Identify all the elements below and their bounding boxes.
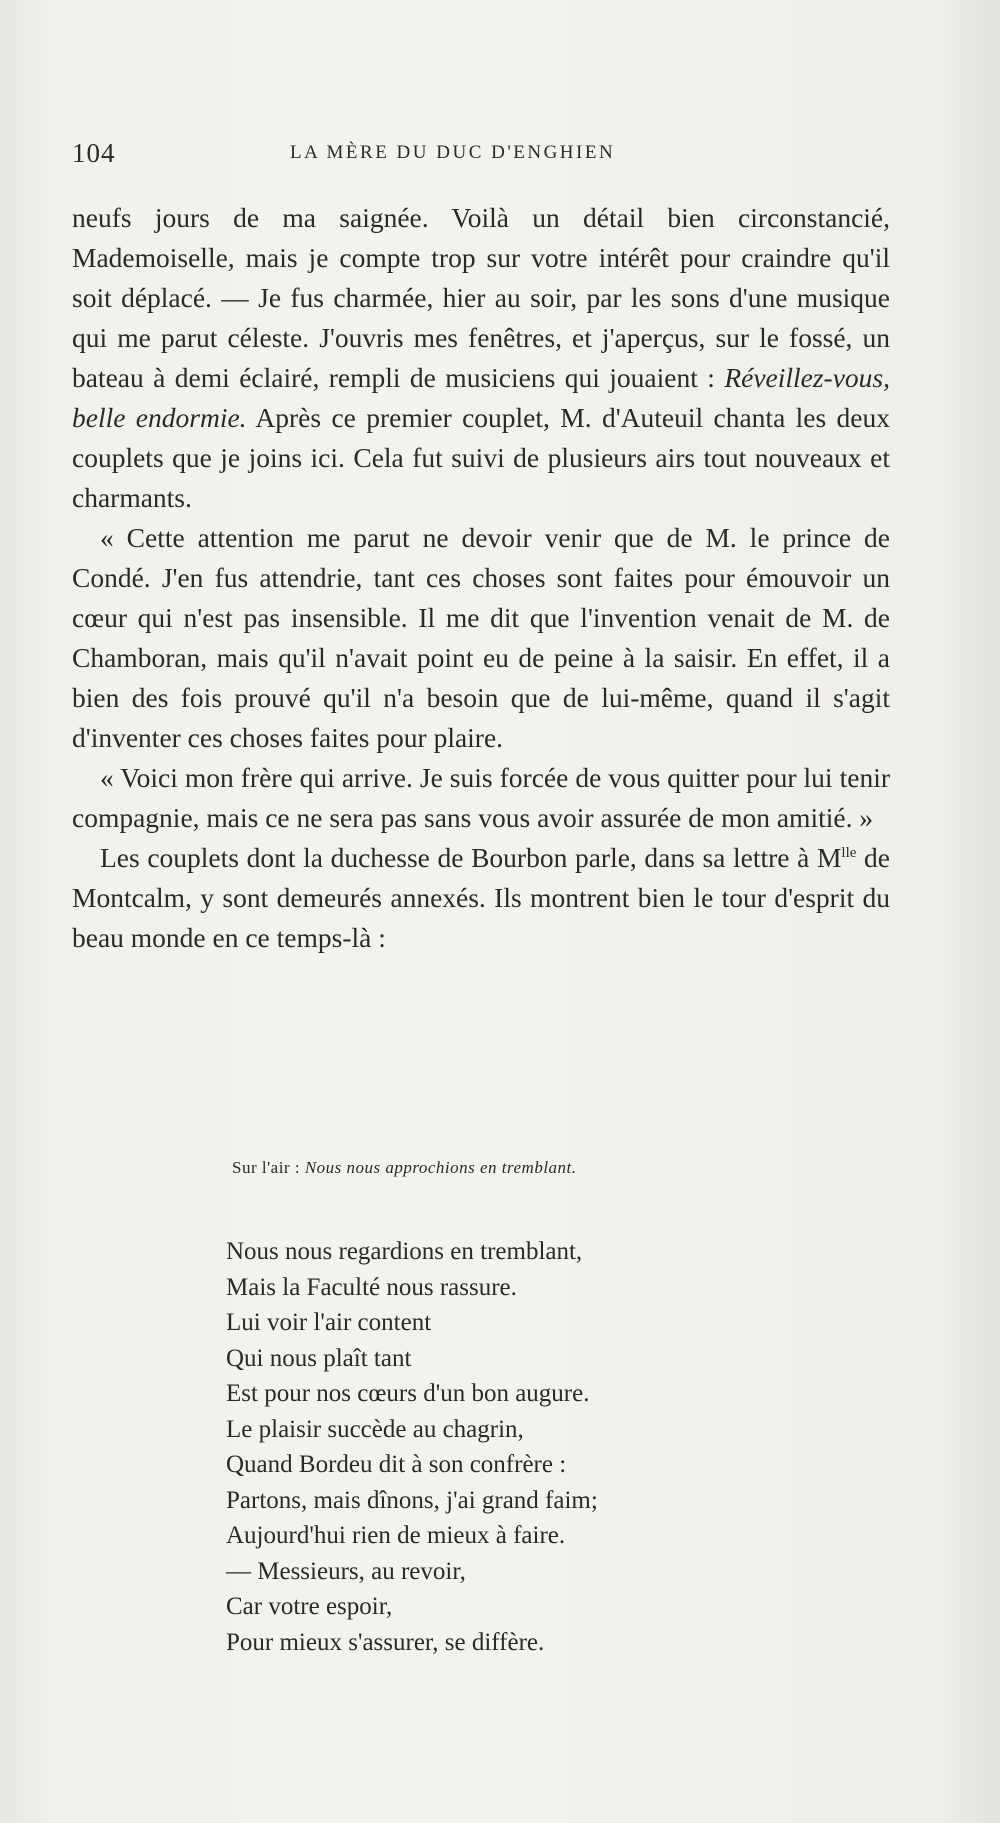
paragraph-2: « Cette attention me parut ne devoir venir que de M. le prince de Condé. J'en fus attendrie, tant ces choses sont faites pour émouvoir un cœur qui n'est pas insensible. Il me dit que l'invention venait de M. de Chamboran, mais qu'il n'avait point eu de peine à la saisir. En effet, il a bien des fois prouvé qu'il n'a besoin que de lui-même, quand il s'agit d'inventer ces choses faites pour plaire. [72, 522, 890, 753]
verse-line: Nous nous regardions en tremblant, [226, 1238, 583, 1265]
running-title: LA MÈRE DU DUC D'ENGHIEN [290, 142, 616, 163]
verse-line: Le plaisir succède au chagrin, [226, 1415, 524, 1443]
paragraph-4 [72, 838, 890, 958]
paragraph-1-end: Après ce premier couplet, M. d'Auteuil chanta les deux couplets que je joins ici. Cela fut suivi de plusieurs airs tout nouveaux et charmants. [72, 402, 890, 513]
air-prefix: Sur l'air : [232, 1158, 305, 1177]
verse-line: Quand Bordeu dit à son confrère : [226, 1451, 567, 1478]
verse-stanza [226, 1234, 846, 1660]
verse-line: Est pour nos cœurs d'un bon augure. [226, 1380, 590, 1407]
verse-line: Car votre espoir, [226, 1593, 393, 1620]
verse-line: Partons, mais dînons, j'ai grand faim; [226, 1486, 598, 1514]
verse-line: Qui nous plaît tant [226, 1344, 412, 1372]
paragraph-3: « Voici mon frère qui arrive. Je suis forcée de vous quitter pour lui tenir compagnie, mais ce ne sera pas sans vous avoir assurée de mon amitié. » [72, 762, 890, 833]
song-title-italic: Réveillez-vous, belle endormie. [72, 362, 890, 433]
paragraph-4-end: de Montcalm, y sont demeurés annexés. Ils montrent bien le tour d'esprit du beau monde en ce temps-là : [72, 842, 890, 953]
paragraph-1 [72, 198, 890, 518]
mlle-superscript: lle [841, 845, 857, 861]
page-number: 104 [72, 138, 116, 168]
paragraph-1-text: neufs jours de ma saignée. Voilà un détail bien circonstancié, Mademoiselle, mais je compte trop sur votre intérêt pour craindre qu'il soit déplacé. — Je fus charmée, hier au soir, par les sons d'une musique qui me parut céleste. J'ouvris mes fenêtres, et j'aperçus, sur le fossé, un bateau à demi éclairé, rempli de musiciens qui jouaient : [72, 202, 890, 393]
body-text [72, 198, 890, 958]
running-head [72, 138, 892, 178]
air-title: Nous nous approchions en tremblant. [304, 1158, 577, 1177]
air-indication [232, 1158, 832, 1178]
verse-line: Lui voir l'air content [226, 1309, 432, 1336]
verse-line: Mais la Faculté nous rassure. [226, 1273, 517, 1301]
verse-line: Pour mieux s'assurer, se diffère. [226, 1628, 545, 1656]
paragraph-4-start: Les couplets dont la duchesse de Bourbon parle, dans sa lettre à M [100, 842, 842, 873]
verse-line: — Messieurs, au revoir, [226, 1557, 466, 1585]
verse-line: Aujourd'hui rien de mieux à faire. [226, 1522, 566, 1549]
